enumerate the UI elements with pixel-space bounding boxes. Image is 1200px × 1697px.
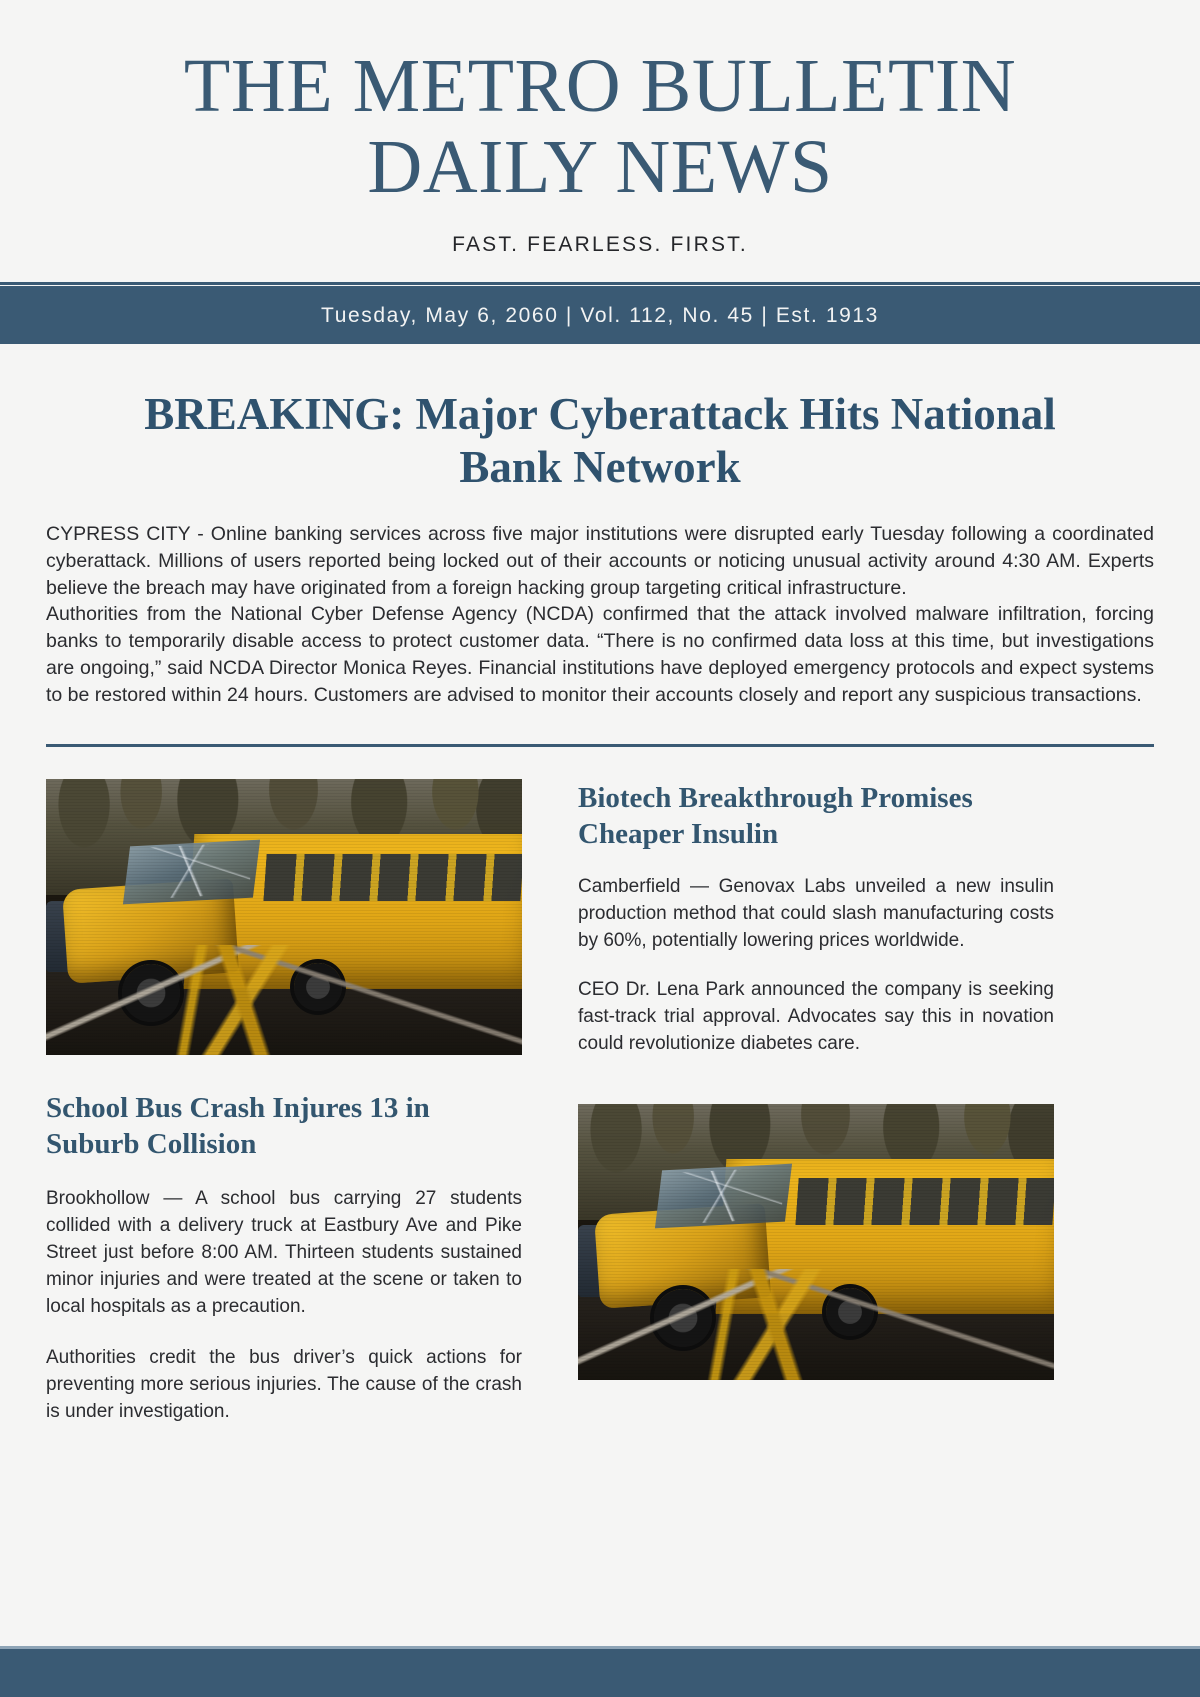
newspaper-title — [60, 46, 1140, 207]
photo-windshield-cracks — [660, 1167, 786, 1226]
masthead — [0, 0, 1200, 257]
masthead-title-line-1: THE METRO BULLETIN — [183, 44, 1017, 128]
date-band: Tuesday, May 6, 2060 | Vol. 112, No. 45 | Est. 1913 — [0, 287, 1200, 344]
photo-debris — [46, 945, 522, 1055]
lead-story-body — [46, 521, 1154, 708]
photo-windshield-cracks — [128, 842, 254, 901]
right-story-paragraph-2: CEO Dr. Lena Park announced the company is seeking fast-track trial approval. Advocates say this in novation could revolutionize diabetes care. — [578, 978, 1054, 1054]
left-story-paragraph-2: Authorities credit the bus driver’s quick actions for preventing more serious injuries. The cause of the crash is under investigation. — [46, 1346, 522, 1422]
lead-story-paragraph-1: CYPRESS CITY - Online banking services across five major institutions were disrupted early Tuesday following a coordinated cyberattack. Millions of users reported being locked out of their accounts or noticing unusual activity around 4:30 AM. Experts believe the breach may have originated from a foreign hacking group targeting critical infrastructure. — [46, 523, 1154, 599]
left-story-headline: School Bus Crash Injures 13 in Suburb Collision — [46, 1092, 430, 1160]
right-column — [578, 779, 1054, 1426]
two-column-region — [46, 779, 1154, 1426]
photo-bus-windows — [263, 854, 522, 901]
photo-debris — [578, 1269, 1054, 1379]
school-bus-crash-photo-left — [46, 779, 522, 1055]
left-story-paragraph-1: Brookhollow — A school bus carrying 27 students collided with a delivery truck at Eastbury Ave and Pike Street just before 8:00 AM. Thirteen students sustained minor injuries and were treated at the scene or taken to local hospitals as a precaution. — [46, 1187, 522, 1317]
right-story-headline: Biotech Breakthrough Promises Cheaper Insulin — [578, 782, 973, 850]
left-column — [46, 779, 522, 1426]
right-story-paragraph-1: Camberfield — Genovax Labs unveiled a new insulin production method that could slash manufacturing costs by 60%, potentially lowering prices worldwide. — [578, 875, 1054, 951]
lead-story-headline: BREAKING: Major Cyberattack Hits National Bank Network — [144, 389, 1056, 493]
lead-story-paragraph-2: Authorities from the National Cyber Defense Agency (NCDA) confirmed that the attack involved malware infiltration, forcing banks to temporarily disable access to protect customer data. “There is no confirmed data loss at this time, but investigations are ongoing,” said NCDA Director Monica Reyes. Financial institutions have deployed emergency protocols and expect systems to be restored within 24 hours. Customers are advised to monitor their accounts closely and report any suspicious transactions. — [46, 603, 1154, 706]
school-bus-crash-photo-right — [578, 1104, 1054, 1380]
photo-bus-windows — [795, 1178, 1054, 1225]
page-content — [0, 388, 1200, 1426]
footer-band — [0, 1649, 1200, 1697]
masthead-title-line-2: DAILY NEWS — [367, 124, 833, 209]
section-divider-rule — [46, 744, 1154, 747]
masthead-tagline: FAST. FEARLESS. FIRST. — [452, 233, 748, 257]
